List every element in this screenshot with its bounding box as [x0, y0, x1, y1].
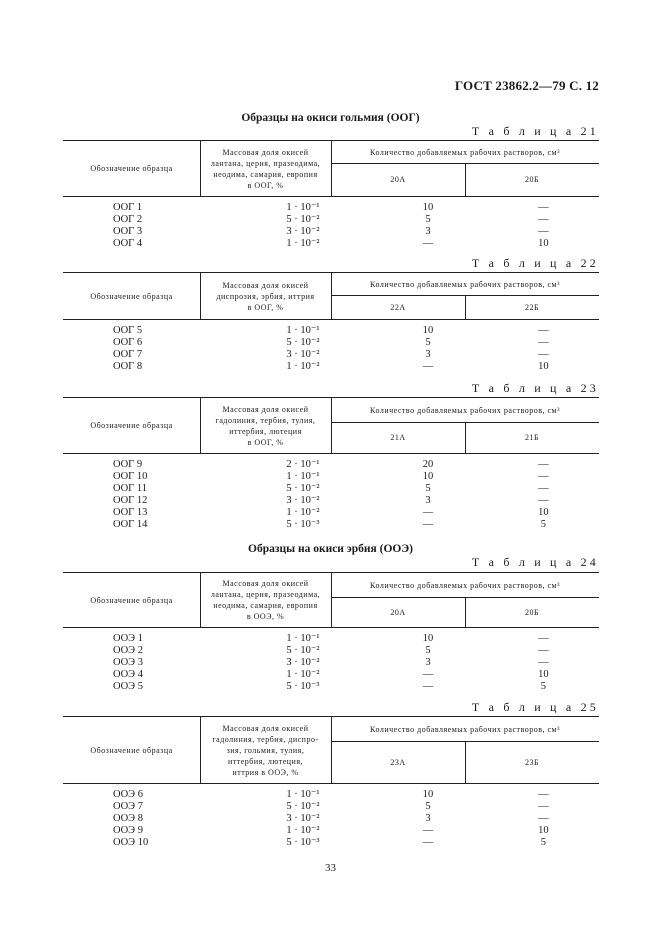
table-header — [63, 272, 599, 320]
col-header-sample: Обозначение образца — [90, 745, 173, 755]
col-header-mass: Массовая доля окисей диспрозия, эрбия, иттрия в ООГ, % — [216, 280, 315, 312]
table-header — [63, 397, 599, 454]
col-header-sample: Обозначение образца — [90, 164, 173, 173]
table-row: ООЭ 7 5 · 10⁻² 5 — — [113, 801, 549, 812]
table-row: ООГ 6 5 · 10⁻² 5 — — [113, 337, 549, 348]
table-row: ООЭ 10 5 · 10⁻³ — 5 — [113, 837, 546, 848]
table-row: ООГ 11 5 · 10⁻² 5 — — [113, 483, 549, 494]
table-body — [63, 320, 599, 373]
table-row: ООЭ 5 5 · 10⁻³ — 5 — [113, 681, 546, 692]
table-body — [63, 784, 599, 849]
table-label-21: Т а б л и ц а 21 — [471, 124, 599, 138]
col-header-quantity: Количество добавляемых рабочих растворов, см³ — [370, 279, 560, 289]
col-header-solution-a: 21А — [390, 433, 406, 442]
table-label-25: Т а б л и ц а 25 — [471, 700, 599, 714]
col-header-solution-a: 20А — [390, 175, 406, 184]
table-header — [63, 572, 599, 628]
table-row: ООГ 5 1 · 10⁻¹ 10 — — [113, 325, 549, 336]
col-header-solution-b: 22Б — [524, 302, 540, 312]
col-header-solution-b: 23Б — [524, 757, 540, 767]
table-row: ООГ 2 5 · 10⁻² 5 — — [113, 214, 549, 225]
table-row: ООГ 3 3 · 10⁻² 3 — — [113, 226, 549, 237]
table-row: ООГ 14 5 · 10⁻³ — 5 — [113, 519, 546, 530]
table-label-22: Т а б л и ц а 22 — [471, 256, 599, 270]
table-row: ООЭ 4 1 · 10⁻² — 10 — [113, 669, 549, 680]
col-header-mass: Массовая доля окисей лантана, церия, празеодима, неодима, самария, европия в ООГ, % — [210, 147, 321, 190]
table-22 — [63, 272, 599, 373]
table-row: ООЭ 9 1 · 10⁻² — 10 — [113, 825, 549, 836]
table-row: ООЭ 8 3 · 10⁻² 3 — — [113, 813, 549, 824]
table-23 — [63, 397, 599, 531]
table-row: ООЭ 6 1 · 10⁻¹ 10 — — [113, 789, 549, 800]
col-header-solution-b: 20Б — [524, 607, 540, 617]
table-body — [63, 454, 599, 531]
table-row: ООГ 9 2 · 10⁻¹ 20 — — [113, 459, 549, 470]
col-header-mass: Массовая доля окисей лантана, церия, празеодима, неодима, самария, европия в ООЭ, % — [210, 579, 321, 621]
col-header-solution-a: 20А — [390, 607, 406, 617]
document-header: ГОСТ 23862.2—79 С. 12 — [454, 78, 599, 93]
col-header-solution-a: 23А — [390, 757, 406, 767]
table-21 — [63, 140, 599, 250]
page-number: 33 — [325, 862, 336, 874]
col-header-solution-a: 22А — [390, 302, 406, 312]
table-row: ООЭ 2 5 · 10⁻² 5 — — [113, 645, 549, 656]
col-header-quantity: Количество добавляемых рабочих растворов, см³ — [370, 580, 560, 590]
table-row: ООГ 12 3 · 10⁻² 3 — — [113, 495, 549, 506]
col-header-solution-b: 20Б — [524, 175, 540, 184]
table-row: ООГ 1 1 · 10⁻¹ 10 — — [113, 202, 549, 213]
col-header-sample: Обозначение образца — [90, 595, 173, 605]
table-row: ООЭ 1 1 · 10⁻¹ 10 — — [113, 633, 549, 644]
table-body — [63, 197, 599, 250]
col-header-quantity: Количество добавляемых рабочих растворов, см³ — [370, 724, 560, 734]
col-header-quantity: Количество добавляемых рабочих растворов, см³ — [370, 147, 560, 157]
table-header — [63, 140, 599, 197]
table-label-23: Т а б л и ц а 23 — [471, 381, 599, 395]
col-header-quantity: Количество добавляемых рабочих растворов, см³ — [370, 405, 560, 415]
table-row: ООГ 7 3 · 10⁻² 3 — — [113, 349, 549, 360]
section-title-erbium: Образцы на окиси эрбия (ООЭ) — [248, 543, 413, 555]
col-header-mass: Массовая доля окисей гадолиния, тербия, диспро- зия, гольмия, тулия, иттербия, лютеция, иттрия в ООЭ, % — [212, 723, 319, 777]
section-title-holmium: Образцы на окиси гольмия (ООГ) — [241, 112, 420, 124]
col-header-mass: Массовая доля окисей гадолиния, тербия, тулия, иттербия, лютеция в ООГ, % — [215, 404, 316, 447]
table-24 — [63, 572, 599, 693]
table-row: ООЭ 3 3 · 10⁻² 3 — — [113, 657, 549, 668]
table-row: ООГ 8 1 · 10⁻² — 10 — [113, 361, 549, 372]
table-row: ООГ 13 1 · 10⁻² — 10 — [113, 507, 549, 518]
col-header-solution-b: 21Б — [524, 433, 540, 442]
table-row: ООГ 4 1 · 10⁻² — 10 — [113, 238, 549, 249]
table-body — [63, 628, 599, 693]
table-header — [63, 716, 599, 784]
table-label-24: Т а б л и ц а 24 — [471, 555, 599, 569]
col-header-sample: Обозначение образца — [90, 291, 173, 301]
table-25 — [63, 716, 599, 849]
col-header-sample: Обозначение образца — [90, 421, 173, 430]
table-row: ООГ 10 1 · 10⁻¹ 10 — — [113, 471, 549, 482]
